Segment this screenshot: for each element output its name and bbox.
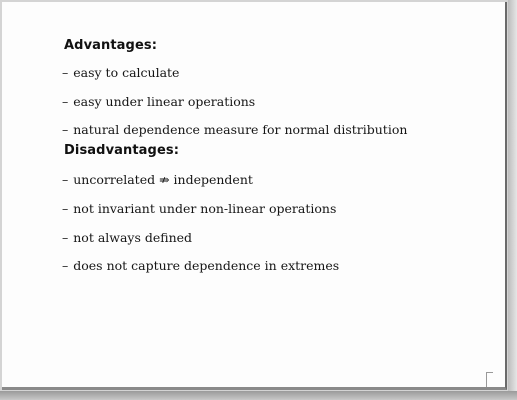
- disadvantage-text: not invariant under non-linear operations: [73, 201, 337, 216]
- list-dash: –: [62, 65, 69, 80]
- disadvantage-item: [62, 230, 192, 245]
- list-dash: –: [62, 172, 69, 187]
- disadvantage-item: [62, 172, 253, 187]
- disadvantage-text: not always defined: [73, 230, 193, 245]
- list-dash: –: [62, 122, 69, 137]
- disadvantage-item: [62, 201, 336, 216]
- advantage-text: easy to calculate: [73, 65, 180, 80]
- page-bottom-shadow: [0, 391, 517, 400]
- disadvantage-item: [62, 258, 339, 273]
- advantage-item: [62, 94, 255, 109]
- advantage-item: [62, 65, 179, 80]
- advantage-text: natural dependence measure for normal distribution: [73, 122, 408, 137]
- advantage-item: [62, 122, 407, 137]
- disadvantages-heading: Disadvantages:: [64, 143, 180, 158]
- disadvantage-text: uncorrelated ⇏ independent: [73, 172, 253, 187]
- disadvantage-text: does not capture dependence in extremes: [73, 258, 340, 273]
- list-dash: –: [62, 201, 69, 216]
- advantage-text: easy under linear operations: [73, 94, 256, 109]
- list-dash: –: [62, 230, 69, 245]
- list-dash: –: [62, 258, 69, 273]
- corner-mark: [486, 372, 493, 387]
- page-side-shadow: [508, 0, 517, 400]
- advantages-heading: Advantages:: [64, 38, 158, 53]
- slide-page: [2, 2, 507, 390]
- list-dash: –: [62, 94, 69, 109]
